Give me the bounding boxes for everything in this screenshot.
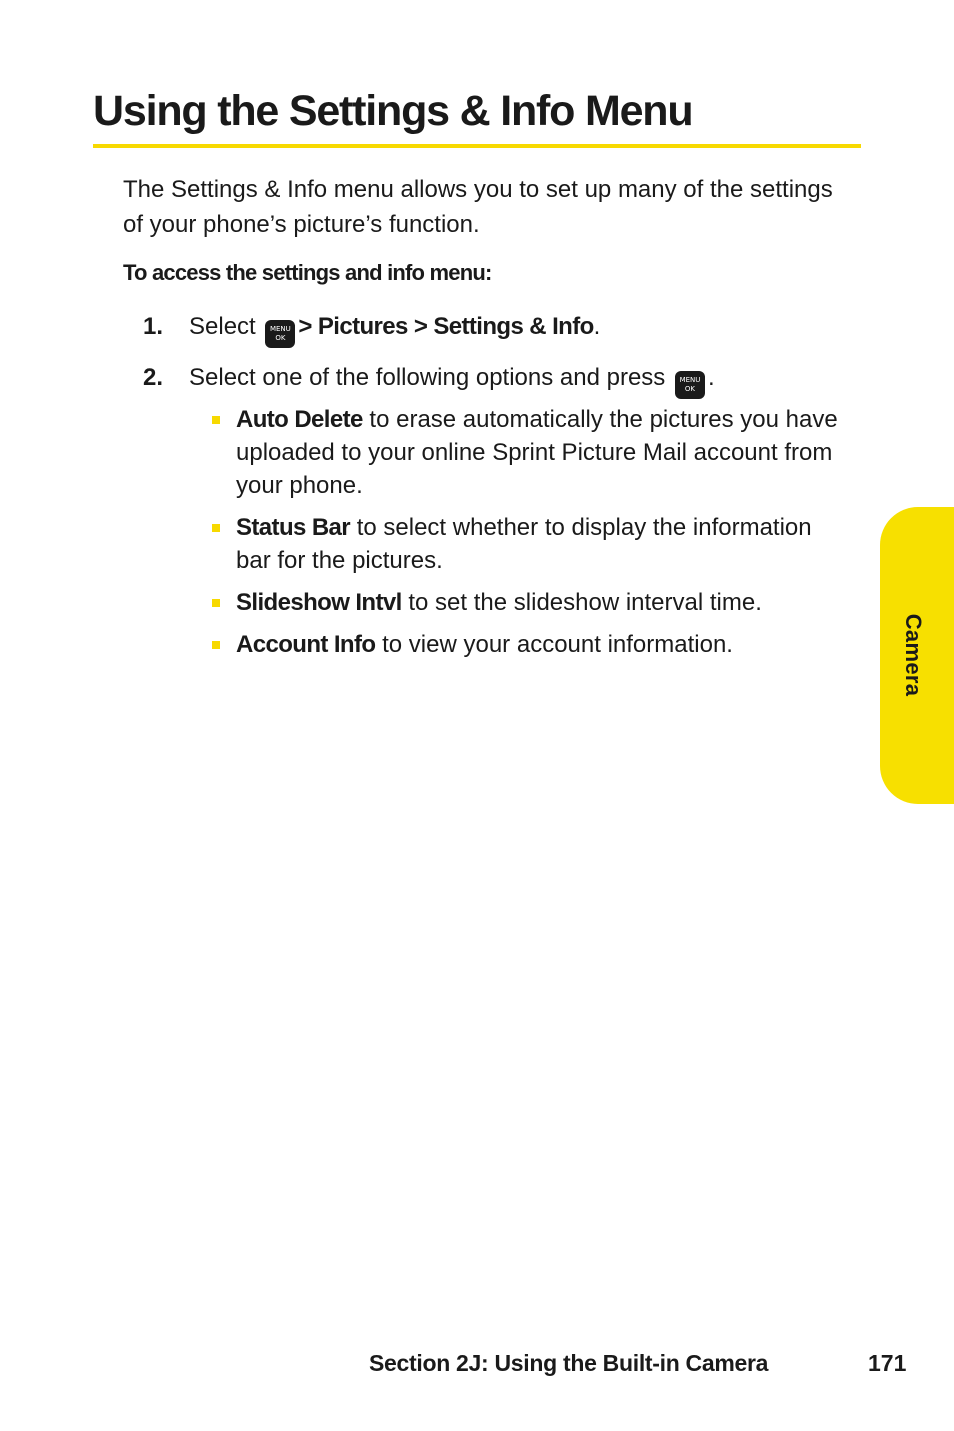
option-desc: to set the slideshow interval time. [408,589,762,616]
option-desc: to erase automatically the pictures you have uploaded to your online Sprint Picture Mail account from your phone. [236,406,838,499]
menu-ok-key-icon: MENU OK [265,320,295,348]
option-name: Auto Delete [236,406,363,433]
step-text-end: . [593,313,601,340]
side-tab-label: Camera [901,613,926,697]
page-number: 171 [868,1350,907,1376]
step-text: Select [189,313,256,340]
step-text-end: . [707,364,715,391]
option-auto-delete [236,403,846,502]
option-status-bar [236,511,846,577]
step-1 [143,310,600,348]
option-name: Status Bar [236,514,351,541]
step-number: 2. [143,364,164,391]
square-bullet-icon [212,599,220,607]
square-bullet-icon [212,416,220,424]
square-bullet-icon [212,641,220,649]
option-slideshow-intvl [236,586,846,619]
option-desc: to view your account information. [382,631,733,658]
intro-paragraph: The Settings & Info menu allows you to set up many of the settings of your phone’s picture’s function. [123,176,833,238]
step-number: 1. [143,313,164,340]
step-text: Select one of the following options and press [189,364,666,391]
step-2 [143,361,715,399]
square-bullet-icon [212,524,220,532]
option-name: Account Info [236,631,376,658]
footer-section-title: Section 2J: Using the Built-in Camera [369,1350,769,1376]
title-rule [93,144,861,148]
menu-ok-key-icon: MENU OK [675,371,705,399]
option-name: Slideshow Intvl [236,589,402,616]
option-account-info [236,628,846,661]
option-desc: to select whether to display the information bar for the pictures. [236,514,812,574]
procedure-heading: To access the settings and info menu: [123,260,492,285]
menu-path: > Pictures > Settings & Info [298,313,594,340]
page-title: Using the Settings & Info Menu [93,87,693,135]
